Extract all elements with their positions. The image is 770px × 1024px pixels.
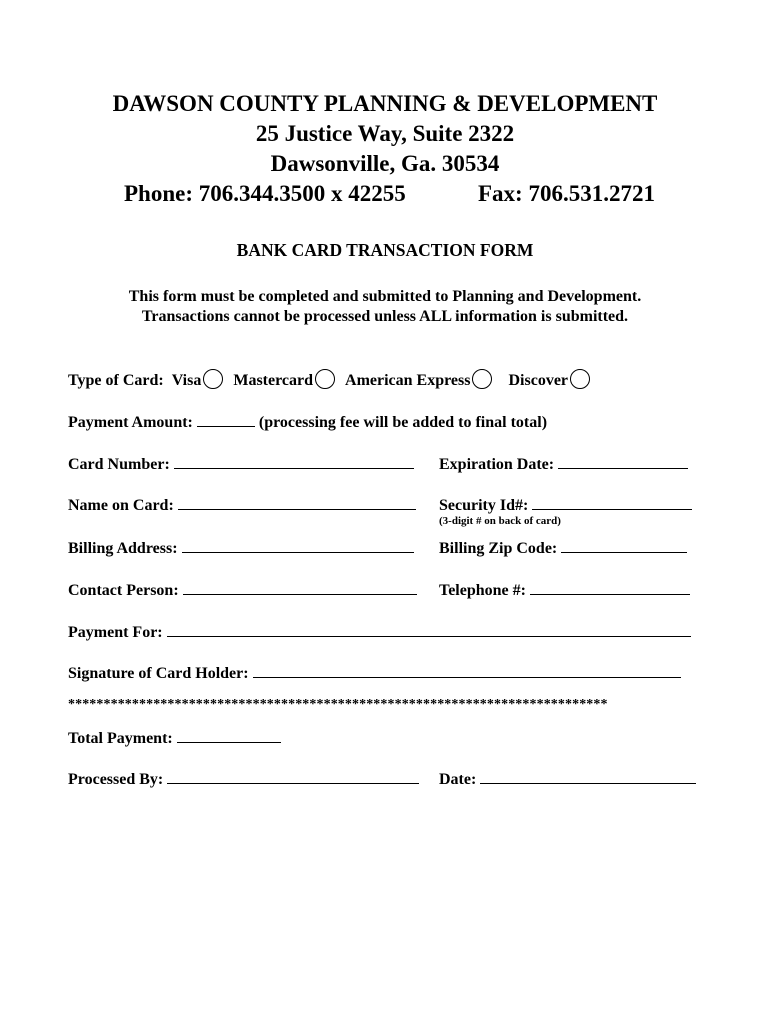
- contact-person-field[interactable]: [183, 579, 417, 595]
- option-discover-label: Discover: [508, 372, 569, 389]
- form-title: BANK CARD TRANSACTION FORM: [236, 240, 534, 260]
- signature-field[interactable]: [253, 662, 681, 678]
- card-number-label: Card Number:: [68, 456, 170, 473]
- security-id-field[interactable]: [532, 494, 692, 510]
- billing-address-label: Billing Address:: [68, 540, 178, 557]
- security-id-label: Security Id#:: [439, 497, 529, 514]
- payment-for-group: [68, 621, 691, 643]
- date-field[interactable]: [480, 768, 696, 784]
- payment-for-label: Payment For:: [68, 624, 163, 641]
- expiration-date-field[interactable]: [558, 453, 688, 469]
- radio-discover[interactable]: [570, 369, 590, 389]
- payment-for-field[interactable]: [167, 621, 691, 637]
- billing-zip-field[interactable]: [561, 537, 687, 553]
- payment-amount-label: Payment Amount:: [68, 414, 193, 431]
- processed-by-label: Processed By:: [68, 771, 164, 788]
- telephone-group: [439, 579, 690, 601]
- processed-by-field[interactable]: [167, 768, 419, 784]
- org-name: DAWSON COUNTY PLANNING & DEVELOPMENT: [112, 91, 658, 116]
- signature-group: [68, 662, 681, 684]
- card-number-group: [68, 453, 414, 475]
- processed-by-group: [68, 768, 419, 790]
- name-on-card-group: [68, 494, 416, 516]
- payment-amount-row: [68, 411, 547, 433]
- option-mastercard-label: Mastercard: [233, 372, 314, 389]
- billing-zip-group: [439, 537, 687, 559]
- fax-number: Fax: 706.531.2721: [478, 181, 655, 206]
- radio-amex[interactable]: [472, 369, 492, 389]
- date-group: [439, 768, 696, 790]
- street-address: 25 Justice Way, Suite 2322: [255, 121, 515, 146]
- option-amex-label: American Express: [345, 372, 471, 389]
- total-payment-field[interactable]: [177, 727, 281, 743]
- billing-zip-label: Billing Zip Code:: [439, 540, 558, 557]
- option-visa-label: Visa: [171, 372, 202, 389]
- radio-visa[interactable]: [203, 369, 223, 389]
- total-payment-label: Total Payment:: [68, 730, 173, 747]
- contact-person-label: Contact Person:: [68, 582, 179, 599]
- billing-address-field[interactable]: [182, 537, 414, 553]
- card-type-label: Type of Card:: [68, 372, 164, 389]
- name-on-card-field[interactable]: [178, 494, 416, 510]
- expiration-date-label: Expiration Date:: [439, 456, 555, 473]
- security-id-note: (3-digit # on back of card): [439, 515, 561, 527]
- radio-mastercard[interactable]: [315, 369, 335, 389]
- expiration-group: [439, 453, 688, 475]
- instruction-line-2: Transactions cannot be processed unless ALL information is submitted.: [141, 308, 629, 325]
- total-payment-group: [68, 727, 281, 749]
- date-label: Date:: [439, 771, 477, 788]
- telephone-label: Telephone #:: [439, 582, 526, 599]
- security-id-group: [439, 494, 692, 516]
- contact-person-group: [68, 579, 417, 601]
- separator-line: ****************************************************************************: [68, 697, 608, 712]
- city-address: Dawsonville, Ga. 30534: [270, 151, 500, 176]
- payment-fee-note: (processing fee will be added to final total): [258, 414, 548, 431]
- name-on-card-label: Name on Card:: [68, 497, 174, 514]
- signature-label: Signature of Card Holder:: [68, 665, 249, 682]
- instruction-line-1: This form must be completed and submitted to Planning and Development.: [128, 288, 642, 305]
- phone-number: Phone: 706.344.3500 x 42255: [124, 181, 406, 206]
- card-number-field[interactable]: [174, 453, 414, 469]
- billing-address-group: [68, 537, 414, 559]
- payment-amount-field[interactable]: [197, 411, 255, 427]
- telephone-field[interactable]: [530, 579, 690, 595]
- card-type-row: [68, 369, 590, 391]
